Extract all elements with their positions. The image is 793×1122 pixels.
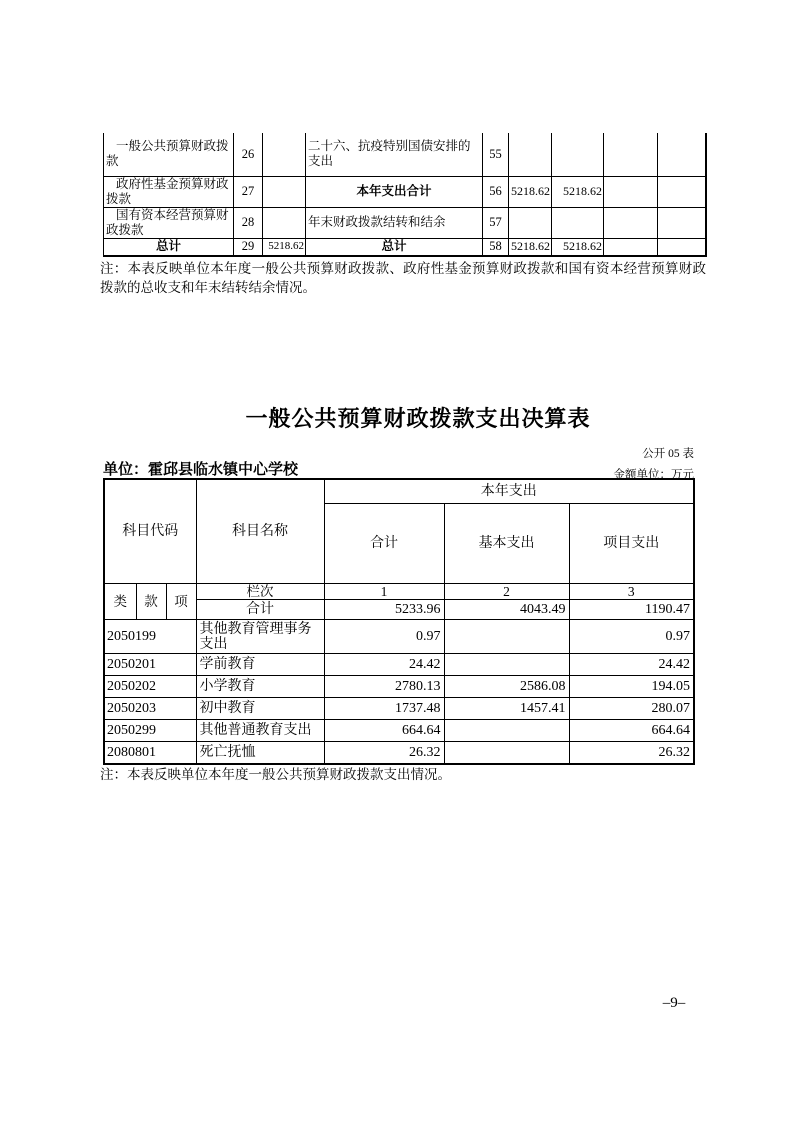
amount-cell [658, 238, 706, 256]
subject-code-header: 科目代码 [104, 479, 196, 584]
project-amount: 1190.47 [569, 600, 694, 620]
row-number: 28 [234, 207, 263, 238]
total-column-header: 合计 [324, 504, 444, 584]
basic-amount [444, 720, 569, 742]
table-row [104, 176, 706, 207]
basic-amount [444, 742, 569, 765]
total-amount: 24.42 [324, 654, 444, 676]
expense-subtotal-label: 本年支出合计 [306, 176, 483, 207]
current-year-expenditure-header: 本年支出 [324, 479, 694, 504]
column-index: 3 [569, 584, 694, 600]
amount-cell [604, 133, 658, 176]
subject-name: 小学教育 [196, 676, 324, 698]
total-amount: 2780.13 [324, 676, 444, 698]
total-amount: 664.64 [324, 720, 444, 742]
page-number: –9– [662, 995, 686, 1011]
income-item-name: 国有资本经营预算财政拨款 [104, 207, 234, 238]
basic-amount [444, 654, 569, 676]
row-number: 27 [234, 176, 263, 207]
amount-cell: 5218.62 [509, 176, 552, 207]
subject-code: 2080801 [104, 742, 196, 765]
subject-code: 2050202 [104, 676, 196, 698]
amount-cell [509, 133, 552, 176]
table-row [104, 676, 694, 698]
amount-unit-label: 金额单位：万元 [613, 469, 694, 481]
total-amount: 1737.48 [324, 698, 444, 720]
header-row [104, 479, 694, 504]
row-number: 29 [234, 238, 263, 256]
table-row [104, 720, 694, 742]
subject-code: 2050201 [104, 654, 196, 676]
column-index: 2 [444, 584, 569, 600]
table-row [104, 698, 694, 720]
amount-cell [509, 207, 552, 238]
project-amount: 664.64 [569, 720, 694, 742]
income-amount [263, 207, 306, 238]
row-number: 56 [483, 176, 509, 207]
amount-cell [604, 176, 658, 207]
fiscal-summary-table [103, 133, 707, 257]
item-header: 项 [166, 584, 196, 620]
grand-total-row [104, 238, 706, 256]
amount-cell [552, 207, 604, 238]
table-row [104, 207, 706, 238]
income-item-name: 政府性基金预算财政拨款 [104, 176, 234, 207]
basic-expenditure-column-header: 基本支出 [444, 504, 569, 584]
subject-name: 初中教育 [196, 698, 324, 720]
income-amount [263, 133, 306, 176]
grand-total-label: 总计 [104, 238, 234, 256]
project-expenditure-column-header: 项目支出 [569, 504, 694, 584]
subject-code: 2050203 [104, 698, 196, 720]
amount-cell: 5218.62 [509, 238, 552, 256]
subject-name: 死亡抚恤 [196, 742, 324, 765]
project-amount: 0.97 [569, 620, 694, 654]
expenditure-table [103, 478, 695, 765]
amount-cell: 5218.62 [552, 176, 604, 207]
totals-row-label: 合计 [196, 600, 324, 620]
table-row [104, 133, 706, 176]
row-number: 55 [483, 133, 509, 176]
project-amount: 24.42 [569, 654, 694, 676]
grand-total-label: 总计 [306, 238, 483, 256]
column-index-row [104, 584, 694, 600]
table-row [104, 742, 694, 765]
subject-name: 学前教育 [196, 654, 324, 676]
amount-cell [604, 207, 658, 238]
income-amount [263, 176, 306, 207]
class-header: 类 [104, 584, 136, 620]
amount-cell [552, 133, 604, 176]
fiscal-summary-table-continued [103, 133, 707, 257]
project-amount: 280.07 [569, 698, 694, 720]
amount-cell [658, 207, 706, 238]
expense-item-name: 二十六、抗疫特别国债安排的支出 [306, 133, 483, 176]
basic-amount: 4043.49 [444, 600, 569, 620]
column-index-label: 栏次 [196, 584, 324, 600]
column-index: 1 [324, 584, 444, 600]
table-code-label: 公开 05 表 [642, 448, 694, 460]
subject-code: 2050299 [104, 720, 196, 742]
total-amount: 0.97 [324, 620, 444, 654]
project-amount: 26.32 [569, 742, 694, 765]
subject-name: 其他教育管理事务支出 [196, 620, 324, 654]
basic-amount [444, 620, 569, 654]
row-number: 57 [483, 207, 509, 238]
income-item-name: 一般公共预算财政拨款 [104, 133, 234, 176]
expenditure-table-wrap [103, 478, 695, 765]
table-row [104, 654, 694, 676]
table-footnote: 注：本表反映单位本年度一般公共预算财政拨款、政府性基金预算财政拨款和国有资本经营预算财政拨款的总收支和年末结转结余情况。 [100, 261, 706, 295]
project-amount: 194.05 [569, 676, 694, 698]
basic-amount: 2586.08 [444, 676, 569, 698]
amount-cell [604, 238, 658, 256]
table-row [104, 620, 694, 654]
total-amount: 26.32 [324, 742, 444, 765]
subject-name: 其他普通教育支出 [196, 720, 324, 742]
amount-cell [658, 133, 706, 176]
basic-amount: 1457.41 [444, 698, 569, 720]
row-number: 26 [234, 133, 263, 176]
amount-cell [658, 176, 706, 207]
income-amount: 5218.62 [263, 238, 306, 256]
section-header: 款 [136, 584, 166, 620]
report-title: 一般公共预算财政拨款支出决算表 [245, 406, 591, 431]
table-footnote: 注：本表反映单位本年度一般公共预算财政拨款支出情况。 [100, 767, 451, 782]
subject-code: 2050199 [104, 620, 196, 654]
row-number: 58 [483, 238, 509, 256]
reporting-unit: 单位：霍邱县临水镇中心学校 [103, 462, 299, 478]
subject-name-header: 科目名称 [196, 479, 324, 584]
amount-cell: 5218.62 [552, 238, 604, 256]
total-amount: 5233.96 [324, 600, 444, 620]
expense-item-name: 年末财政拨款结转和结余 [306, 207, 483, 238]
